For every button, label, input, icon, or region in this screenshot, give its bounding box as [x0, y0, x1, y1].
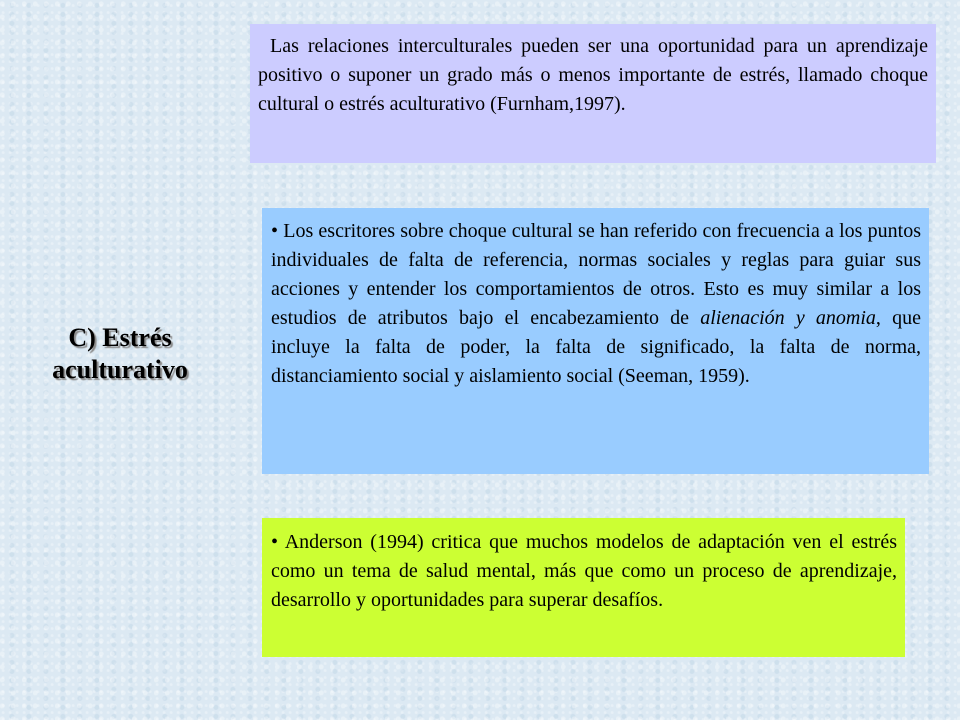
anderson-text: Anderson (1994) critica que muchos modelos de adaptación ven el estrés como un tema de salud mental, más que como un proceso de aprendizaje, desarrollo y oportunidades para superar desafíos.: [271, 531, 897, 611]
culture-shock-text-box: [262, 208, 929, 474]
anderson-paragraph: [271, 528, 897, 615]
section-title: [20, 322, 220, 386]
anderson-text-box: [262, 518, 905, 657]
bullet-point: •: [271, 220, 279, 242]
culture-shock-text-end: , que incluye la falta de poder, la falta de significado, la falta de norma, distanciamiento social y aislamiento social (Seeman, 1959).: [271, 307, 921, 387]
culture-shock-emphasis: alienación y anomia: [700, 307, 876, 329]
section-title-line-2: aculturativo: [52, 355, 188, 384]
bullet-point: •: [271, 531, 279, 553]
intro-paragraph: Las relaciones interculturales pueden ser una oportunidad para un aprendizaje positivo o suponer un grado más o menos importante de estrés, llamado choque cultural o estrés aculturativo (Furnham,1997).: [258, 35, 928, 115]
culture-shock-text-start: Los escritores sobre choque cultural se han referido con frecuencia a los puntos individuales de falta de referencia, normas sociales y reglas para guiar sus acciones y entender los comportamientos de otros. Esto es muy similar a los estudios de atributos bajo el encabezamiento de: [271, 220, 921, 329]
section-title-line-1: C) Estrés: [68, 323, 172, 352]
intro-text-box: [250, 24, 936, 163]
culture-shock-paragraph: [271, 217, 921, 391]
